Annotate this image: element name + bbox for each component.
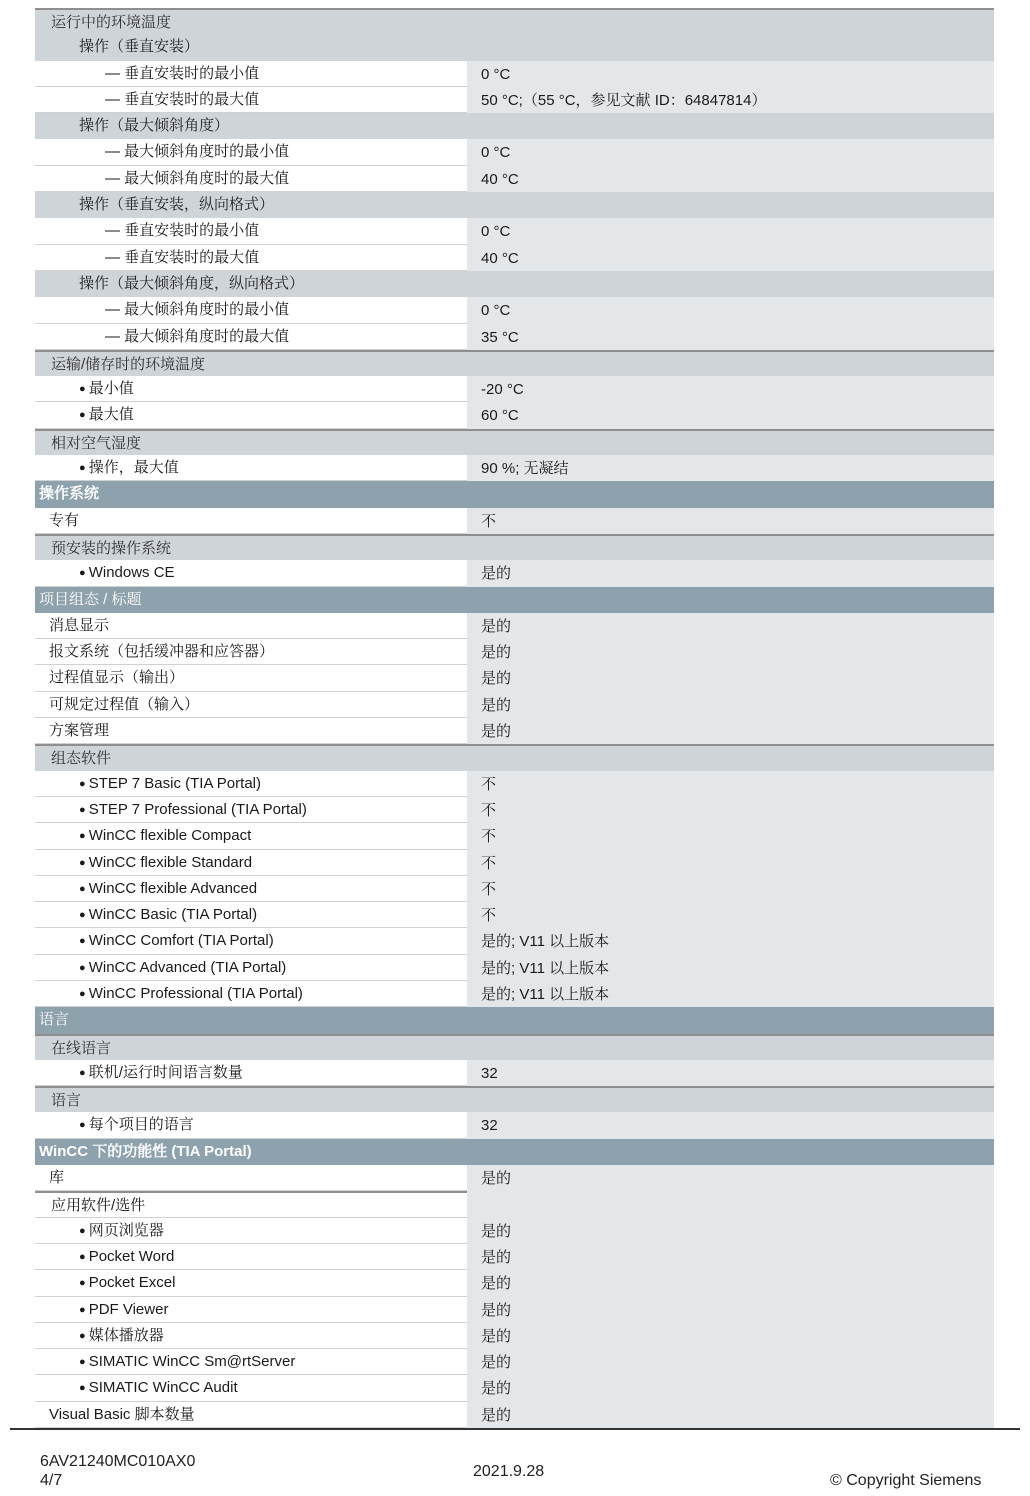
group-header: [35, 429, 994, 455]
row-label: ● STEP 7 Professional (TIA Portal): [35, 797, 467, 823]
row-label: ● WinCC Basic (TIA Portal): [35, 902, 467, 928]
row-label: 操作系统: [39, 485, 100, 503]
row-label: 操作（垂直安装）: [79, 38, 200, 56]
row-label: 语言: [51, 1092, 82, 1110]
row-value: 是的: [467, 1402, 994, 1428]
row-value: 是的; V11 以上版本: [467, 955, 994, 981]
row-value: 是的: [467, 692, 994, 718]
group-header: [35, 1086, 994, 1112]
row-value: 是的: [467, 1323, 994, 1349]
row-value: 是的: [467, 1375, 994, 1401]
row-value: 是的; V11 以上版本: [467, 981, 994, 1007]
row-label: ● SIMATIC WinCC Sm@rtServer: [35, 1349, 467, 1375]
table-row: [35, 139, 994, 165]
row-label: 操作（最大倾斜角度）: [79, 117, 230, 135]
row-label: 应用软件/选件: [35, 1191, 467, 1217]
table-row: [35, 1191, 994, 1217]
row-label: ● WinCC flexible Compact: [35, 823, 467, 849]
row-label: ● 每个项目的语言: [35, 1112, 467, 1138]
spec-table: [35, 8, 994, 1428]
row-label: 运行中的环境温度: [51, 14, 172, 31]
row-label: 库: [35, 1165, 467, 1191]
row-label: — 垂直安装时的最大值: [35, 245, 467, 271]
footer-divider: [10, 1428, 1020, 1430]
row-value: 不: [467, 797, 994, 823]
table-row: [35, 823, 994, 849]
row-label: 操作（最大倾斜角度，纵向格式）: [79, 274, 305, 292]
row-value: 40 °C: [467, 245, 994, 271]
row-label: 过程值显示（输出）: [35, 665, 467, 691]
table-row: [35, 1323, 994, 1349]
row-value: 是的; V11 以上版本: [467, 928, 994, 954]
row-label: 在线语言: [51, 1039, 112, 1057]
row-label: 相对空气湿度: [51, 434, 142, 452]
row-value: [467, 1191, 994, 1217]
table-row: [35, 166, 994, 192]
row-label: ● 最大值: [35, 402, 467, 428]
row-label: ● 操作，最大值: [35, 455, 467, 481]
table-row: [35, 324, 994, 350]
row-label: 项目组态 / 标题: [39, 590, 142, 608]
group-header: [35, 350, 994, 376]
row-label: ● STEP 7 Basic (TIA Portal): [35, 771, 467, 797]
row-label: ● 最小值: [35, 376, 467, 402]
row-label: ● 媒体播放器: [35, 1323, 467, 1349]
row-value: 是的: [467, 560, 994, 586]
group-header: [35, 271, 994, 297]
row-label: 报文系统（包括缓冲器和应答器）: [35, 639, 467, 665]
row-value: 是的: [467, 639, 994, 665]
row-value: 0 °C: [467, 218, 994, 244]
table-row: [35, 1402, 994, 1428]
order-number: 6AV21240MC010AX0: [40, 1453, 196, 1470]
row-value: 是的: [467, 718, 994, 744]
table-row: [35, 771, 994, 797]
row-label: 语言: [39, 1011, 70, 1029]
row-label: WinCC 下的功能性 (TIA Portal): [39, 1142, 252, 1160]
table-row: [35, 928, 994, 954]
row-value: 是的: [467, 665, 994, 691]
row-label: ● Windows CE: [35, 560, 467, 586]
table-row: [35, 692, 994, 718]
row-value: 90 %; 无凝结: [467, 455, 994, 481]
table-row: [35, 613, 994, 639]
row-value: 0 °C: [467, 61, 994, 87]
table-row: [35, 402, 994, 428]
table-row: [35, 876, 994, 902]
page-number: 4/7: [40, 1472, 63, 1489]
row-value: 不: [467, 771, 994, 797]
group-header: [35, 534, 994, 560]
row-value: 32: [467, 1060, 994, 1086]
group-header: [35, 34, 994, 60]
section-header: [35, 1139, 994, 1165]
row-value: 40 °C: [467, 166, 994, 192]
row-value: 是的: [467, 1270, 994, 1296]
group-header: [35, 1034, 994, 1060]
row-value: -20 °C: [467, 376, 994, 402]
table-row: [35, 850, 994, 876]
table-row: [35, 718, 994, 744]
row-value: 50 °C;（55 °C，参见文献 ID：64847814）: [467, 87, 994, 113]
copyright-text: © Copyright Siemens: [830, 1472, 982, 1489]
table-row: [35, 1297, 994, 1323]
row-value: 0 °C: [467, 139, 994, 165]
table-row: [35, 1349, 994, 1375]
table-row: [35, 1375, 994, 1401]
row-value: 是的: [467, 613, 994, 639]
group-header: [35, 744, 994, 770]
table-row: [35, 797, 994, 823]
row-label: 组态软件: [51, 750, 112, 768]
row-label: ● Pocket Excel: [35, 1270, 467, 1296]
row-value: 是的: [467, 1165, 994, 1191]
row-label: — 最大倾斜角度时的最小值: [35, 139, 467, 165]
row-value: 是的: [467, 1244, 994, 1270]
row-label: 消息显示: [35, 613, 467, 639]
table-row: [35, 455, 994, 481]
row-label: — 垂直安装时的最大值: [35, 87, 467, 113]
row-label: 方案管理: [35, 718, 467, 744]
table-row: [35, 297, 994, 323]
group-header: [35, 192, 994, 218]
row-label: 预安装的操作系统: [51, 539, 172, 557]
table-row: [35, 1270, 994, 1296]
row-label: ● WinCC flexible Standard: [35, 850, 467, 876]
row-label: ● WinCC flexible Advanced: [35, 876, 467, 902]
table-row: [35, 1218, 994, 1244]
table-row: [35, 639, 994, 665]
row-label: — 最大倾斜角度时的最大值: [35, 166, 467, 192]
table-row: [35, 245, 994, 271]
row-label: ● 网页浏览器: [35, 1218, 467, 1244]
row-label: ● WinCC Professional (TIA Portal): [35, 981, 467, 1007]
row-label: 专有: [35, 508, 467, 534]
row-label: 运输/储存时的环境温度: [51, 355, 206, 373]
table-row: [35, 902, 994, 928]
group-header: [35, 113, 994, 139]
document-date: 2021.9.28: [473, 1463, 545, 1480]
row-value: 不: [467, 850, 994, 876]
row-value: 32: [467, 1112, 994, 1138]
table-row: [35, 1060, 994, 1086]
section-header: [35, 587, 994, 613]
row-value: 不: [467, 508, 994, 534]
row-label: — 垂直安装时的最小值: [35, 61, 467, 87]
table-row: [35, 665, 994, 691]
row-label: — 最大倾斜角度时的最大值: [35, 324, 467, 350]
table-row: [35, 1112, 994, 1138]
row-label: 可规定过程值（输入）: [35, 692, 467, 718]
table-row: [35, 61, 994, 87]
row-value: 不: [467, 823, 994, 849]
table-row: [35, 508, 994, 534]
row-label: 操作（垂直安装，纵向格式）: [79, 196, 275, 214]
row-label: ● SIMATIC WinCC Audit: [35, 1375, 467, 1401]
row-value: 是的: [467, 1218, 994, 1244]
row-value: 是的: [467, 1297, 994, 1323]
table-row: [35, 376, 994, 402]
row-value: 60 °C: [467, 402, 994, 428]
table-row: [35, 1165, 994, 1191]
row-value: 0 °C: [467, 297, 994, 323]
row-value: 是的: [467, 1349, 994, 1375]
section-header: [35, 1007, 994, 1033]
row-label: Visual Basic 脚本数量: [35, 1402, 467, 1428]
row-label: ● WinCC Advanced (TIA Portal): [35, 955, 467, 981]
section-header: [35, 481, 994, 507]
table-row: [35, 87, 994, 113]
row-label: ● WinCC Comfort (TIA Portal): [35, 928, 467, 954]
row-label: ● 联机/运行时间语言数量: [35, 1060, 467, 1086]
row-value: 不: [467, 876, 994, 902]
table-row: [35, 981, 994, 1007]
table-row: [35, 955, 994, 981]
group-header: [35, 8, 994, 34]
row-label: ● PDF Viewer: [35, 1297, 467, 1323]
row-value: 35 °C: [467, 324, 994, 350]
table-row: [35, 218, 994, 244]
table-row: [35, 1244, 994, 1270]
row-label: — 垂直安装时的最小值: [35, 218, 467, 244]
row-value: 不: [467, 902, 994, 928]
row-label: ● Pocket Word: [35, 1244, 467, 1270]
table-row: [35, 560, 994, 586]
row-label: — 最大倾斜角度时的最小值: [35, 297, 467, 323]
